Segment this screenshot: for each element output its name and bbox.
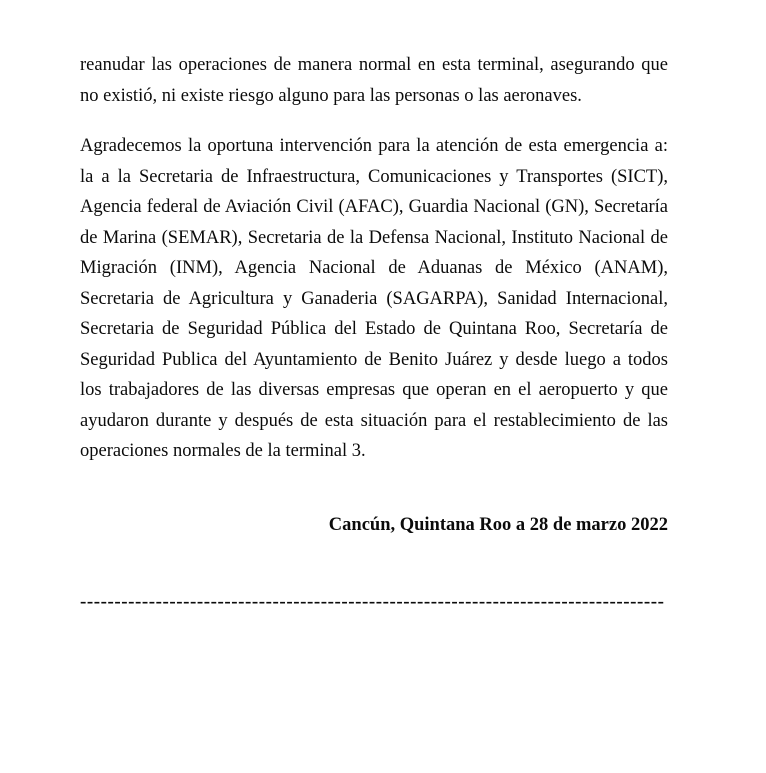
paragraph-operations-resumed: reanudar las operaciones de manera normal en esta terminal, asegurando que no existió, ni existe riesgo alguno para las personas o las aeronaves. [80, 55, 668, 106]
signature-line: ------------------------------------------------------------------------------------- [80, 591, 665, 612]
document-body [80, 50, 668, 467]
dateline: Cancún, Quintana Roo a 28 de marzo 2022 [328, 515, 668, 535]
paragraph-acknowledgements: Agradecemos la oportuna intervención para la atención de esta emergencia a: la a la Secretaria de Infraestructura, Comunicaciones y Transportes (SICT), Agencia federal de Aviación Civil (AFAC), Guardia Nacional (GN), Secretaría de Marina (SEMAR), Secretaria de la Defensa Nacional, Instituto Nacional de Migración (INM), Agencia Nacional de Aduanas de México (ANAM), Secretaria de Agricultura y Ganaderia (SAGARPA), Sanidad Internacional, Secretaria de Seguridad Pública del Estado de Quintana Roo, Secretaría de Seguridad Publica del Ayuntamiento de Benito Juárez y desde luego a todos los trabajadores de las diversas empresas que operan en el aeropuerto y que ayudaron durante y después de esta situación para el restablecimiento de las operaciones normales de la terminal 3. [80, 136, 668, 461]
